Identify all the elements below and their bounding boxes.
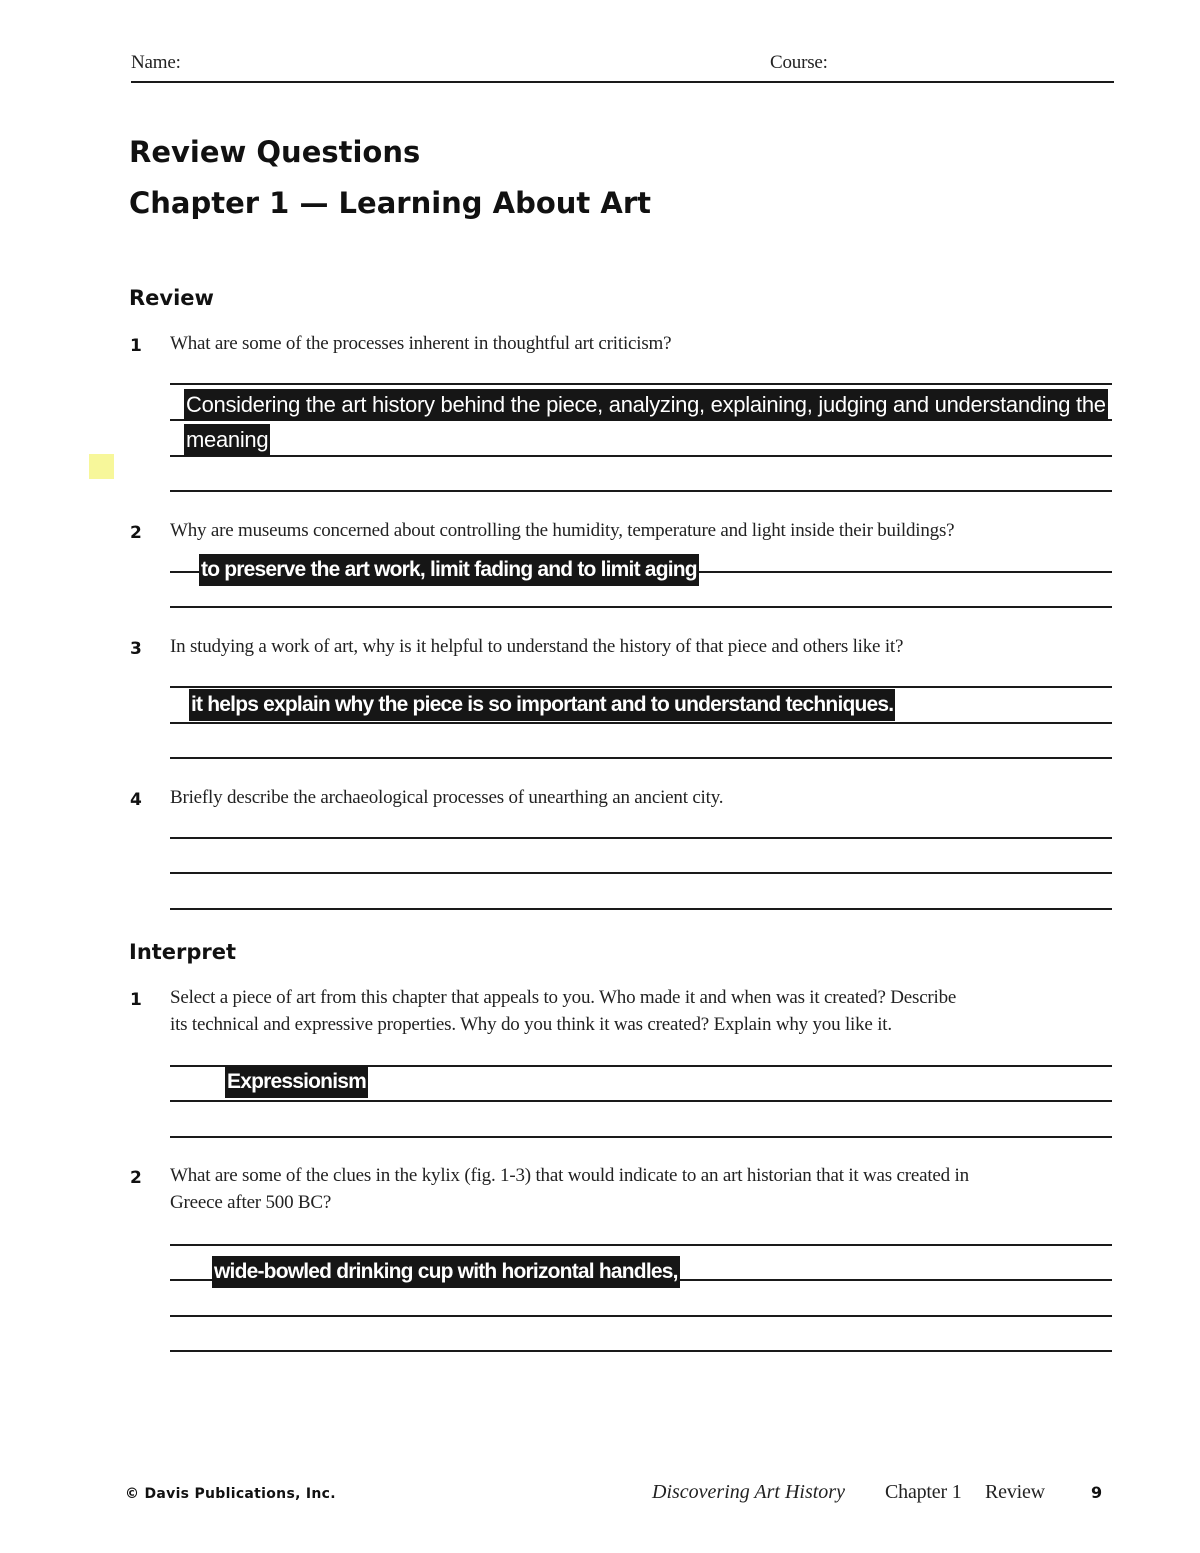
answer-line (170, 722, 1112, 724)
answer-line (170, 686, 1112, 688)
review-q3-text: In studying a work of art, why is it helpful to understand the history of that piece and others like it? (170, 636, 904, 657)
chapter-title: Chapter 1 — Learning About Art (129, 186, 651, 220)
interpret-q1-answer[interactable]: Expressionism (225, 1066, 368, 1098)
review-q2-answer[interactable]: to preserve the art work, limit fading and to limit aging (199, 554, 699, 586)
interpret-q1-text-line1: Select a piece of art from this chapter that appeals to you. Who made it and when was it created? Describe (170, 987, 957, 1008)
answer-line (170, 872, 1112, 874)
interpret-q2-text-line2: Greece after 500 BC? (170, 1192, 332, 1213)
review-q1-answer-line2[interactable]: meaning (184, 424, 270, 456)
name-label: Name: (131, 52, 181, 73)
interpret-q2-text-line1: What are some of the clues in the kylix (fig. 1-3) that would indicate to an art historian that it was created in (170, 1165, 969, 1186)
course-label: Course: (770, 52, 828, 73)
review-heading: Review (129, 286, 214, 310)
review-q2-text: Why are museums concerned about controlling the humidity, temperature and light inside their buildings? (170, 520, 955, 541)
answer-line (170, 490, 1112, 492)
page-number: 9 (1091, 1483, 1103, 1502)
answer-line (170, 1315, 1112, 1317)
answer-line (170, 1350, 1112, 1352)
answer-line (170, 606, 1112, 608)
review-q4-number: 4 (130, 790, 142, 810)
answer-line (170, 1244, 1112, 1246)
header-rule (131, 81, 1114, 83)
review-q4-text: Briefly describe the archaeological processes of unearthing an ancient city. (170, 787, 724, 808)
interpret-q2-number: 2 (130, 1168, 142, 1188)
sticky-note-icon[interactable] (89, 454, 114, 479)
interpret-q1-text-line2: its technical and expressive properties. Why do you think it was created? Explain why you like it. (170, 1014, 892, 1035)
answer-line (170, 837, 1112, 839)
review-q3-number: 3 (130, 639, 142, 659)
page-title: Review Questions (129, 135, 421, 169)
answer-line (170, 455, 1112, 457)
review-q1-text: What are some of the processes inherent in thoughtful art criticism? (170, 333, 672, 354)
answer-line (170, 908, 1112, 910)
footer-section: Review (985, 1481, 1045, 1503)
answer-line (170, 757, 1112, 759)
answer-line (170, 1136, 1112, 1138)
review-q1-answer-line1[interactable]: Considering the art history behind the piece, analyzing, explaining, judging and understanding the (184, 389, 1108, 421)
answer-line (170, 383, 1112, 385)
interpret-q2-answer[interactable]: wide-bowled drinking cup with horizontal handles, (212, 1256, 680, 1288)
publisher-credit: © Davis Publications, Inc. (125, 1486, 336, 1502)
review-q2-number: 2 (130, 523, 142, 543)
interpret-q1-number: 1 (130, 990, 142, 1010)
book-title: Discovering Art History (652, 1481, 845, 1503)
review-q1-number: 1 (130, 336, 142, 356)
interpret-heading: Interpret (129, 940, 237, 964)
footer-chapter: Chapter 1 (885, 1481, 962, 1503)
review-q3-answer[interactable]: it helps explain why the piece is so important and to understand techniques. (189, 689, 895, 721)
answer-line (170, 1100, 1112, 1102)
